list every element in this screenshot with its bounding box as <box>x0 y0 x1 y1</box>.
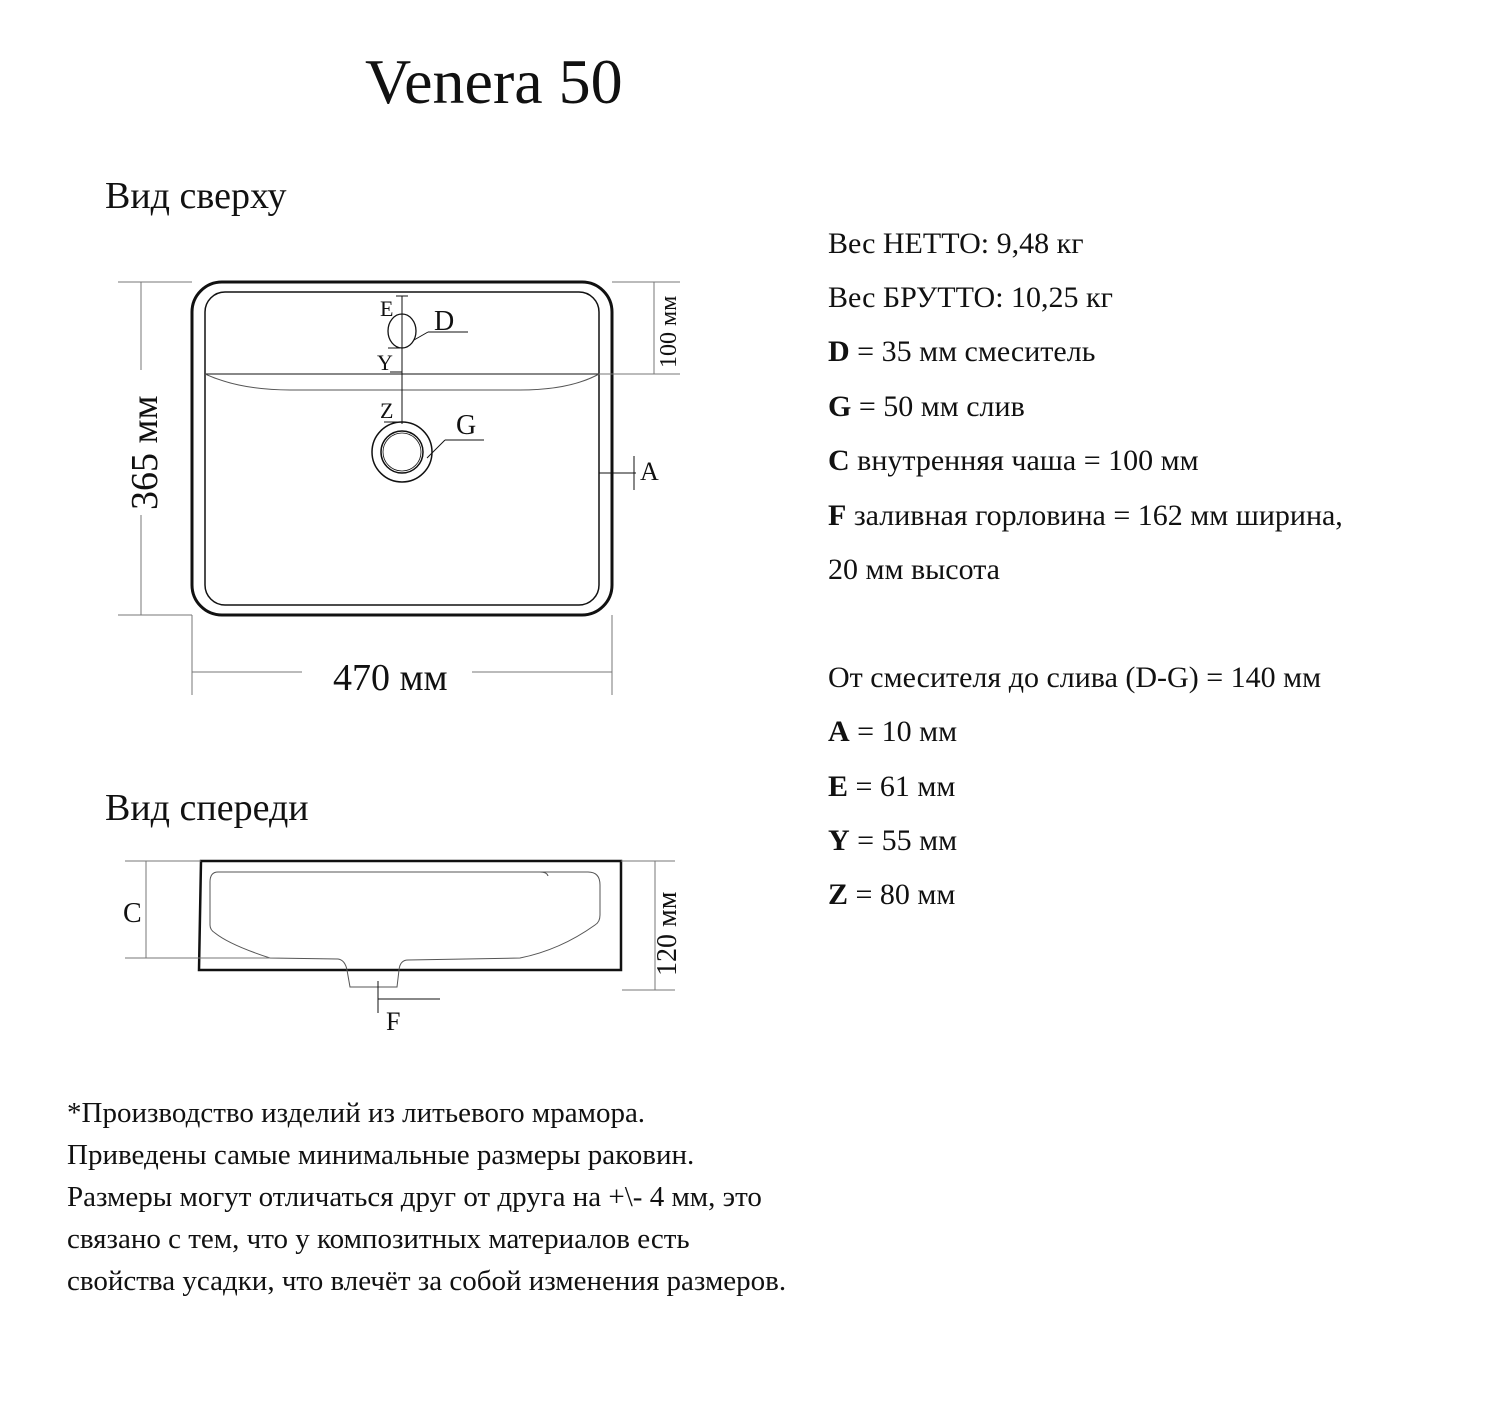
note-line: свойства усадки, что влечёт за собой изменения размеров. <box>67 1265 787 1297</box>
front-height-label: 120 мм <box>652 891 683 976</box>
spec-e: E = 61 мм <box>828 770 956 803</box>
note-line: Размеры могут отличаться друг от друга на +\- 4 мм, это <box>67 1181 762 1213</box>
spec-d: D = 35 мм смеситель <box>828 335 1096 368</box>
spec-gross-weight: Вес БРУТТО: 10,25 кг <box>828 281 1113 314</box>
marker-g: G <box>456 410 477 441</box>
marker-a: A <box>640 457 659 486</box>
spec-a: A = 10 мм <box>828 715 958 748</box>
marker-y: Y <box>377 350 393 375</box>
width-dimension-label: 470 мм <box>333 657 448 699</box>
marker-d: D <box>434 306 455 337</box>
height-dimension-label: 365 мм <box>124 395 166 510</box>
marker-z: Z <box>380 398 394 423</box>
note-line: Приведены самые минимальные размеры раковин. <box>67 1139 695 1171</box>
note-line: связано с тем, что у композитных материалов есть <box>67 1223 690 1255</box>
spec-z: Z = 80 мм <box>828 878 956 911</box>
spec-net-weight: Вес НЕТТО: 9,48 кг <box>828 227 1084 260</box>
spec-f-height: 20 мм высота <box>828 553 1001 586</box>
front-view-heading: Вид спереди <box>105 787 309 829</box>
product-title: Venera 50 <box>365 46 623 117</box>
spec-dg-distance: От смесителя до слива (D-G) = 140 мм <box>828 661 1322 694</box>
spec-g: G = 50 мм слив <box>828 390 1025 423</box>
back-depth-label: 100 мм <box>656 295 682 368</box>
front-view-drawing <box>125 861 675 1013</box>
top-view-heading: Вид сверху <box>105 175 287 217</box>
spec-f: F заливная горловина = 162 мм ширина, <box>828 499 1343 532</box>
top-view-drawing <box>118 282 680 695</box>
marker-c: C <box>123 898 142 929</box>
spec-c: C внутренняя чаша = 100 мм <box>828 444 1199 477</box>
spec-y: Y = 55 мм <box>828 824 958 857</box>
marker-f: F <box>386 1007 401 1036</box>
marker-e: E <box>380 296 394 321</box>
note-line: *Производство изделий из литьевого мрамора. <box>67 1097 646 1129</box>
